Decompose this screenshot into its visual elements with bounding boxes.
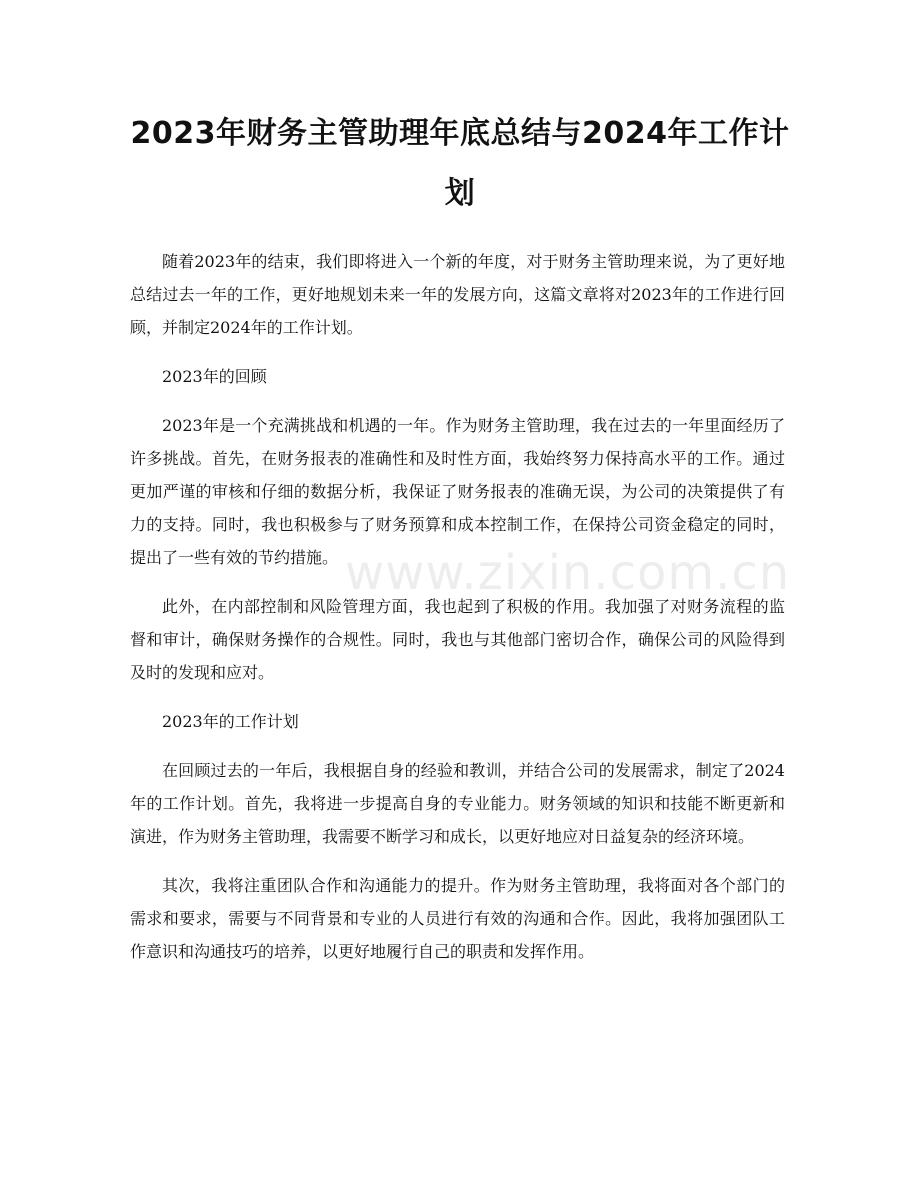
- review-paragraph-2: 此外，在内部控制和风险管理方面，我也起到了积极的作用。我加强了对财务流程的监督和审计，确保财务操作的合规性。同时，我也与其他部门密切合作，确保公司的风险得到及时的发现和应对。: [130, 597, 785, 682]
- review-paragraph-1: 2023年是一个充满挑战和机遇的一年。作为财务主管助理，我在过去的一年里面经历了许多挑战。首先，在财务报表的准确性和及时性方面，我始终努力保持高水平的工作。通过更加严谨的审核和仔细的数据分析，我保证了财务报表的准确无误，为公司的决策提供了有力的支持。同时，我也积极参与了财务预算和成本控制工作，在保持公司资金稳定的同时，提出了一些有效的节约措施。: [130, 416, 785, 567]
- section-heading-review: 2023年的回顾: [162, 367, 267, 386]
- section-heading-plan: 2023年的工作计划: [162, 712, 299, 731]
- intro-paragraph: 随着2023年的结束，我们即将进入一个新的年度，对于财务主管助理来说，为了更好地总结过去一年的工作，更好地规划未来一年的发展方向，这篇文章将对2023年的工作进行回顾，并制定2024年的工作计划。: [130, 252, 785, 337]
- document-body: [130, 245, 785, 984]
- plan-paragraph-2: 其次，我将注重团队合作和沟通能力的提升。作为财务主管助理，我将面对各个部门的需求和要求，需要与不同背景和专业的人员进行有效的沟通和合作。因此，我将加强团队工作意识和沟通技巧的培养，以更好地履行自己的职责和发挥作用。: [130, 876, 785, 961]
- watermark: www.zixin.com.cn: [345, 545, 791, 601]
- document-title: 2023年财务主管助理年底总结与2024年工作计划: [130, 116, 790, 211]
- plan-paragraph-1: 在回顾过去的一年后，我根据自身的经验和教训，并结合公司的发展需求，制定了2024年的工作计划。首先，我将进一步提高自身的专业能力。财务领域的知识和技能不断更新和演进，作为财务主管助理，我需要不断学习和成长，以更好地应对日益复杂的经济环境。: [130, 761, 785, 846]
